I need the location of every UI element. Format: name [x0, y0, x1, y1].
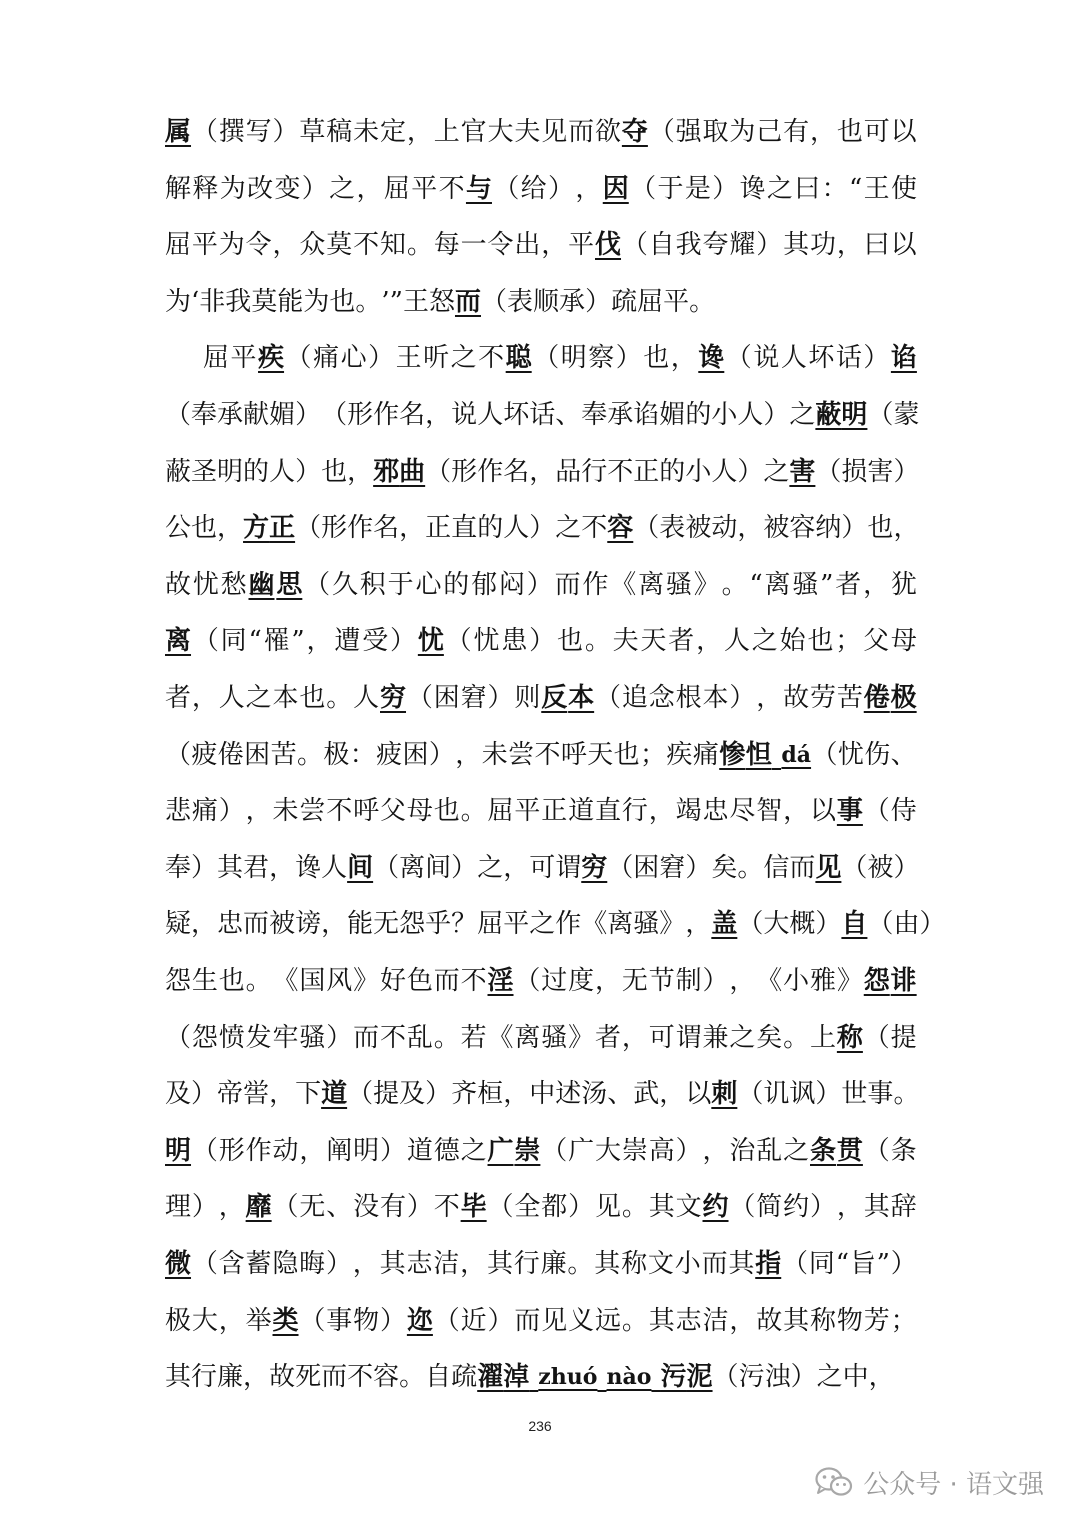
text-line: （ 怨 愤 发 牢 骚 ） 而 不 乱 。 若 《 离 骚 》 者 ， 可 谓 兼 之 矣 。 上 称 （ 提	[165, 1022, 917, 1053]
text-line: 属 （ 撰 写 ） 草 稿 未 定 ， 上 官 大 夫 见 而 欲 夺 （ 强 取 为 己 有 ， 也 可 以	[165, 117, 917, 147]
text-line: 公 也 ， 方 正 （ 形 作 名 ， 正 直 的 人 ） 之 不 容 （ 表 被 动 ， 被 容 纳 ） 也 ，	[165, 513, 920, 544]
text-line: 故 忧 愁 幽 思 （ 久 积 于 心 的 郁 闷 ） 而 作 《 离 骚 》 。 “ 离 骚 ” 者 ， 犹	[165, 569, 917, 600]
watermark-text: 公众号 · 语文强	[863, 1469, 1044, 1500]
text-line: 悲 痛 ） ， 未 尝 不 呼 父 母 也 。 屈 平 正 道 直 行 ， 竭 忠 尽 智 ， 以 事 （ 侍	[165, 796, 917, 827]
text-line: 怨 生 也 。 《 国 风 》 好 色 而 不 淫 （ 过 度 ， 无 节 制 ） ， 《 小 雅 》 怨 诽	[165, 966, 917, 996]
text-line: 者 ， 人 之 本 也 。 人 穷 （ 困 窘 ） 则 反 本 （ 追 念 根 本 ） ， 故 劳 苦 倦 极	[165, 683, 917, 713]
text-line: 离 （ 同 “ 罹 ” ， 遭 受 ） 忧 （ 忧 患 ） 也 。 夫 天 者 ， 人 之 始 也 ； 父 母	[165, 626, 917, 657]
text-line: 明 （ 形 作 动 ， 阐 明 ） 道 德 之 广 崇 （ 广 大 崇 高 ） ， 治 乱 之 条 贯 （ 条	[165, 1135, 917, 1166]
text-line: 其 行 廉 ， 故 死 而 不 容 。 自 疏 濯 淖 zhuó nào 污 泥 （ 污 浊 ） 之 中 ，	[165, 1362, 895, 1393]
text-line: 为 ‘ 非 我 莫 能 为 也 。 ’ ” 王 怒 而 （ 表 顺 承 ） 疏 屈 平 。	[165, 286, 716, 317]
text-line: 微 （ 含 蓄 隐 晦 ） ， 其 志 洁 ， 其 行 廉 。 其 称 文 小 而 其 指 （ 同 “ 旨 ” ）	[165, 1249, 917, 1279]
text-line: 屈 平 为 令 ， 众 莫 不 知 。 每 一 令 出 ， 平 伐 （ 自 我 夸 耀 ） 其 功 ， 曰 以	[165, 230, 917, 261]
text-line: 蔽 圣 明 的 人 ） 也 ， 邪 曲 （ 形 作 名 ， 品 行 不 正 的 小 人 ） 之 害 （ 损 害 ）	[165, 456, 920, 487]
watermark	[815, 1460, 1044, 1504]
wechat-icon	[815, 1466, 853, 1498]
text-line: 理 ） ， 靡 （ 无 、 没 有 ） 不 毕 （ 全 都 ） 见 。 其 文 约 （ 简 约 ） ， 其 辞	[165, 1192, 917, 1223]
text-line: 极 大 ， 举 类 （ 事 物 ） 迩 （ 近 ） 而 见 义 远 。 其 志 洁 ， 故 其 称 物 芳 ；	[165, 1305, 917, 1336]
text-line: 奉 ） 其 君 ， 谗 人 间 （ 离 间 ） 之 ， 可 谓 穷 （ 困 窘 ） 矣 。 信 而 见 （ 被 ）	[165, 852, 920, 883]
page-number: 236	[528, 1418, 552, 1434]
text-line: 疑 ， 忠 而 被 谤 ， 能 无 怨 乎 ？ 屈 平 之 作 《 离 骚 》 ， 盖 （ 大 概 ） 自 （ 由 ）	[165, 909, 946, 940]
text-line: （ 疲 倦 困 苦 。 极 ： 疲 困 ） ， 未 尝 不 呼 天 也 ； 疾 痛 惨 怛 dá （ 忧 伤 、	[165, 739, 917, 770]
text-line: （ 奉 承 献 媚 ） （ 形 作 名 ， 说 人 坏 话 、 奉 承 谄 媚 的 小 人 ） 之 蔽 明 （ 蒙	[165, 400, 920, 430]
text-line: 及 ） 帝 喾 ， 下 道 （ 提 及 ） 齐 桓 ， 中 述 汤 、 武 ， 以 刺 （ 讥 讽 ） 世 事 。	[165, 1079, 920, 1110]
text-line: 屈 平 疾 （ 痛 心 ） 王 听 之 不 聪 （ 明 察 ） 也 ， 谗 （ 说 人 坏 话 ） 谄	[203, 343, 917, 374]
text-line: 解 释 为 改 变 ） 之 ， 屈 平 不 与 （ 给 ） ， 因 （ 于 是 ） 谗 之 曰 ： “ 王 使	[165, 173, 917, 204]
